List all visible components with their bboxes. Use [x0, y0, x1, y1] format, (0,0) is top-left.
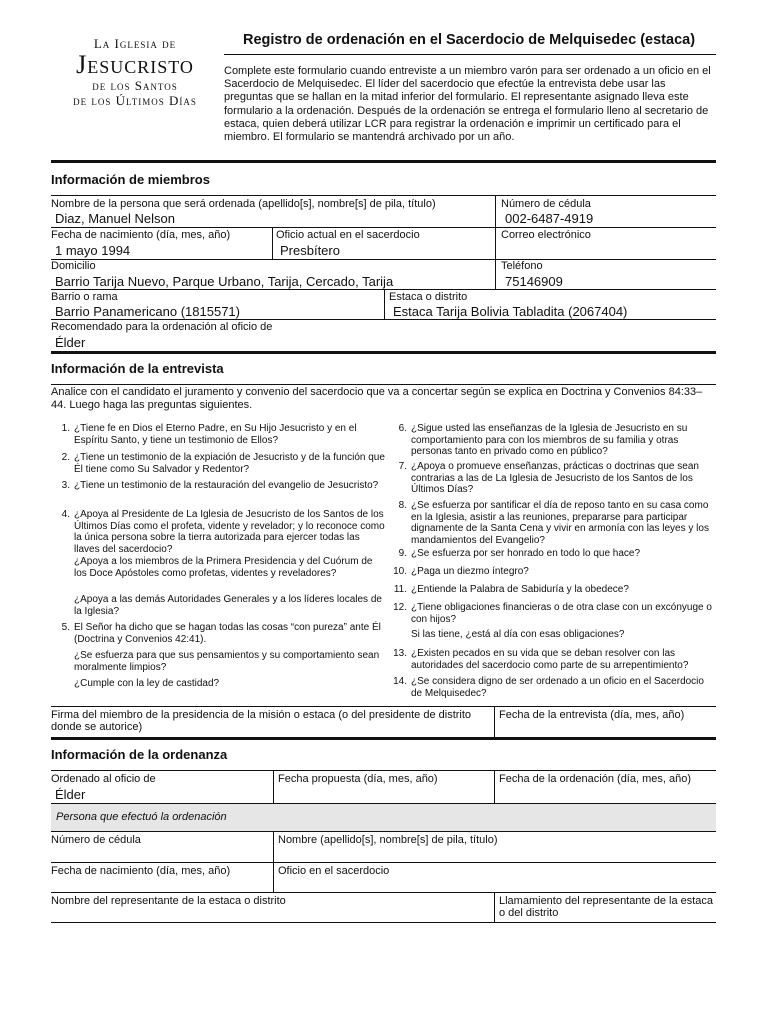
question-text: ¿Apoya a las demás Autoridades Generales y a los líderes locales de la Iglesia? — [74, 594, 382, 617]
question-item — [50, 509, 385, 555]
id-field[interactable]: 002-6487-4919 — [505, 211, 594, 226]
office-label: Oficio actual en el sacerdocio — [276, 229, 420, 241]
church-logo — [50, 36, 220, 108]
ordination-date-field[interactable] — [499, 787, 714, 802]
interview-date-label: Fecha de la entrevista (día, mes, año) — [499, 709, 685, 721]
row-rule — [51, 706, 716, 707]
row-rule — [51, 259, 716, 260]
interview-heading: Información de la entrevista — [51, 361, 224, 376]
question-item — [50, 452, 385, 475]
question-number: 13. — [393, 648, 407, 659]
logo-line-1: La Iglesia de — [93, 36, 177, 51]
question-text: ¿Paga un diezmo íntegro? — [411, 566, 529, 577]
question-text: ¿Entiende la Palabra de Sabiduría y la obedece? — [411, 584, 629, 595]
row-rule — [51, 195, 716, 196]
row-rule — [51, 227, 716, 228]
column-divider — [273, 862, 274, 892]
row-rule — [51, 319, 716, 320]
question-text: ¿Se esfuerza para que sus pensamientos y su comportamiento sean moralmente limpios? — [74, 650, 380, 673]
question-number: 9. — [398, 548, 407, 559]
row-rule — [51, 862, 716, 863]
question-text: ¿Tiene fe en Dios el Eterno Padre, en Su Hijo Jesucristo y en el Espíritu Santo, y tiene un testimonio de Ellos? — [74, 423, 357, 446]
ordination-date-label: Fecha de la ordenación (día, mes, año) — [499, 773, 692, 785]
ordained-field[interactable]: Élder — [55, 787, 86, 802]
birth-label: Fecha de nacimiento (día, mes, año) — [51, 229, 231, 241]
section-divider — [51, 160, 716, 163]
question-number: 3. — [61, 480, 70, 491]
phone-field[interactable]: 75146909 — [505, 274, 563, 289]
logo-line-3: de los Santos — [92, 78, 178, 93]
phone-label: Teléfono — [501, 260, 543, 272]
question-number: 11. — [393, 584, 407, 595]
column-divider — [494, 892, 495, 922]
performer-birth-field[interactable] — [51, 878, 269, 891]
question-text: ¿Apoya a los miembros de la Primera Presidencia y del Cuórum de los Doce Apóstoles como profetas, videntes y reveladores? — [74, 556, 373, 579]
question-number: 14. — [393, 676, 407, 687]
question-text: ¿Tiene un testimonio de la restauración del evangelio de Jesucristo? — [74, 480, 379, 491]
performer-name-field[interactable] — [278, 847, 714, 861]
question-text: ¿Tiene un testimonio de la expiación de Jesucristo y de la función que Él tiene como Su Salvador y Redentor? — [74, 452, 385, 475]
question-number: 7. — [398, 461, 407, 472]
question-text: ¿Apoya al Presidente de La Iglesia de Jesucristo de los Santos de los Últimos Días como el profeta, vidente y revelador; y lo reconoce como la única persona sobre la tierra autorizada para ejercer todas las llaves del sacerdocio? — [74, 509, 385, 555]
proposed-date-label: Fecha propuesta (día, mes, año) — [278, 773, 438, 785]
question-text: ¿Existen pecados en su vida que se deban resolver con las autoridades del sacerdocio como parte de su arrepentimiento? — [411, 648, 689, 671]
column-divider — [495, 227, 496, 259]
row-rule — [51, 384, 716, 385]
stake-field[interactable]: Estaca Tarija Bolivia Tabladita (2067404) — [393, 304, 628, 319]
question-text: ¿Apoya o promueve enseñanzas, prácticas o doctrinas que sean contrarias a las de La Iglesia de Jesucristo de los Santos de los Últimos Días? — [411, 461, 699, 495]
performer-id-label: Número de cédula — [51, 834, 141, 846]
recommended-label: Recomendado para la ordenación al oficio de — [51, 321, 273, 333]
performer-birth-label: Fecha de nacimiento (día, mes, año) — [51, 865, 231, 877]
column-divider — [495, 259, 496, 289]
birth-field[interactable]: 1 mayo 1994 — [55, 243, 131, 258]
question-item — [50, 622, 385, 645]
question-number: 10. — [393, 566, 407, 577]
question-item — [387, 500, 717, 546]
interview-instructions: Analice con el candidato el juramento y convenio del sacerdocio que va a concertar según se explica en Doctrina y Convenios 84:33–44. Luego haga las preguntas siguientes. — [51, 386, 703, 411]
proposed-date-field[interactable] — [278, 787, 490, 802]
address-label: Domicilio — [51, 260, 96, 272]
question-item — [387, 584, 717, 596]
ordinance-heading: Información de la ordenanza — [51, 747, 228, 762]
column-divider — [384, 289, 385, 319]
row-rule — [51, 892, 716, 893]
column-divider — [494, 770, 495, 804]
title-rule — [224, 54, 716, 55]
question-number: 1. — [61, 423, 70, 434]
question-item — [387, 461, 717, 496]
office-field[interactable]: Presbítero — [280, 243, 340, 258]
column-divider — [272, 227, 273, 259]
performer-label: Persona que efectuó la ordenación — [56, 811, 227, 823]
ordained-label: Ordenado al oficio de — [51, 773, 156, 785]
column-divider — [494, 706, 495, 738]
performer-office-label: Oficio en el sacerdocio — [278, 865, 390, 877]
row-rule — [51, 831, 716, 832]
logo-line-4: de los Últimos Días — [73, 93, 197, 108]
question-number: 5. — [61, 622, 70, 633]
question-number: 12. — [393, 602, 407, 613]
column-divider — [273, 770, 274, 804]
question-text: ¿Se considera digno de ser ordenado a un oficio en el Sacerdocio de Melquisedec? — [411, 676, 704, 699]
performer-office-field[interactable] — [278, 878, 714, 891]
question-number: 4. — [61, 509, 70, 520]
question-text: ¿Cumple con la ley de castidad? — [74, 678, 220, 689]
question-item — [387, 548, 717, 560]
rep-name-field[interactable] — [51, 908, 491, 921]
name-field[interactable]: Diaz, Manuel Nelson — [55, 211, 175, 226]
question-item — [387, 566, 717, 578]
rep-name-label: Nombre del representante de la estaca o distrito — [51, 895, 286, 907]
signature-label: Firma del miembro de la presidencia de la misión o estaca (o del presidente de distrito donde se autorice) — [51, 709, 472, 733]
question-number: 2. — [61, 452, 70, 463]
logo-line-2: Jesucristo — [76, 50, 194, 79]
question-item — [387, 648, 717, 671]
question-item — [50, 678, 385, 690]
address-field[interactable]: Barrio Tarija Nuevo, Parque Urbano, Tarija, Cercado, Tarija — [55, 274, 394, 289]
column-divider — [495, 195, 496, 227]
ward-field[interactable]: Barrio Panamericano (1815571) — [55, 304, 240, 319]
question-number: 8. — [398, 500, 407, 511]
question-item — [387, 676, 717, 699]
question-item — [50, 423, 385, 446]
performer-id-field[interactable] — [51, 847, 269, 861]
question-item — [50, 650, 385, 673]
signature-field[interactable] — [51, 722, 491, 737]
column-divider — [273, 831, 274, 862]
recommended-field[interactable]: Élder — [55, 335, 86, 350]
section-divider — [51, 737, 716, 740]
form-title: Registro de ordenación en el Sacerdocio de Melquisedec (estaca) — [242, 32, 696, 48]
question-item — [387, 423, 717, 458]
performer-name-label: Nombre (apellido[s], nombre[s] de pila, título) — [278, 834, 498, 846]
name-label: Nombre de la persona que será ordenada (apellido[s], nombre[s] de pila, título) — [51, 198, 436, 210]
question-item — [50, 480, 385, 492]
question-item — [50, 556, 385, 579]
section-divider — [51, 351, 716, 354]
question-number: 6. — [398, 423, 407, 434]
question-text: Si las tiene, ¿está al día con esas obligaciones? — [411, 629, 625, 640]
row-rule — [51, 770, 716, 771]
email-label: Correo electrónico — [501, 229, 591, 241]
members-heading: Información de miembros — [51, 172, 210, 187]
id-label: Número de cédula — [501, 198, 591, 210]
stake-label: Estaca o distrito — [389, 291, 468, 303]
row-rule — [51, 922, 716, 923]
question-text: ¿Tiene obligaciones financieras o de otra clase con un excónyuge o con hijos? — [411, 602, 712, 625]
question-item — [387, 602, 717, 625]
question-text: ¿Sigue usted las enseñanzas de la Iglesia de Jesucristo en su comportamiento para con los miembros de su familia y otras personas tanto en privado como en público? — [411, 423, 688, 457]
rep-calling-label: Llamamiento del representante de la estaca o del distrito — [499, 895, 714, 919]
question-text: ¿Se esfuerza por ser honrado en todo lo que hace? — [411, 548, 641, 559]
question-text: El Señor ha dicho que se hagan todas las cosas “con pureza” ante Él (Doctrina y Convenios 42:41). — [74, 622, 381, 645]
interview-date-field[interactable] — [499, 722, 714, 737]
ward-label: Barrio o rama — [51, 291, 118, 303]
question-item — [50, 594, 385, 617]
question-item — [387, 629, 717, 641]
question-text: ¿Se esfuerza por santificar el día de reposo tanto en su casa como en la Iglesia, asistir a las reuniones, prepararse para participar dignamente de la Santa Cena y vivir en armonía con las leyes y los mandamientos del Evangelio? — [411, 500, 709, 546]
intro-text: Complete este formulario cuando entreviste a un miembro varón para ser ordenado a un oficio en el Sacerdocio de Melquisedec. El líder del sacerdocio que efectúe la entrevista debe usar las preguntas que se hallan en la mitad inferior del formulario. El representante asignado lleva este formulario a la ordenación. Después de la ordenación se entrega el formulario lleno al secretario de estaca, quien deberá utilizar LCR para registrar la ordenación e imprimir un certificado para el miembro. El formulario se mantendrá archivado por un año. — [224, 65, 711, 144]
